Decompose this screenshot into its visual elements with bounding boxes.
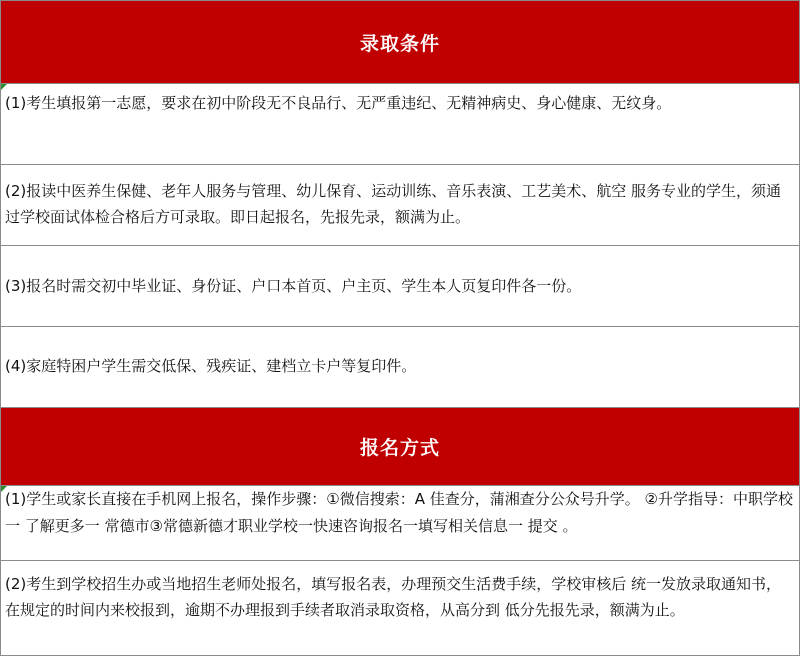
table-row [1, 83, 799, 164]
section-header-registration-methods [1, 407, 799, 485]
table-row [1, 485, 799, 560]
cell-corner-marker [1, 84, 7, 90]
row-text: (1)考生填报第一志愿，要求在初中阶段无不良品行、无严重违纪、无精神病史、身心健康、无纹身。 [5, 94, 672, 112]
section-header-admission-conditions [1, 0, 799, 83]
table-row [1, 245, 799, 326]
table-row [1, 326, 799, 407]
table-row [1, 164, 799, 245]
cell-corner-marker [1, 486, 7, 492]
section-title: 报名方式 [359, 437, 440, 459]
row-text: (2)考生到学校招生办或当地招生老师处报名，填写报名表，办理预交生活费手续，学校审核后 统一发放录取通知书，在规定的时间内来校报到，逾期不办理报到手续者取消录取资格，从高分到 低分先报先录，额满为止。 [5, 575, 782, 619]
section-title: 录取条件 [359, 32, 440, 55]
table-row [1, 560, 799, 656]
row-text: (4)家庭特困户学生需交低保、残疾证、建档立卡户等复印件。 [5, 357, 417, 375]
row-text: (2)报读中医养生保健、老年人服务与管理、幼儿保育、运动训练、音乐表演、工艺美术、航空 服务专业的学生，须通过学校面试体检合格后方可录取。即日起报名，先报先录，额满为止。 [5, 182, 782, 226]
row-text: (1)学生或家长直接在手机网上报名，操作步骤：①微信搜索：A 佳查分，蒲湘查分公众号升学。 ②升学指导：中职学校一 了解更多一 常德市③常德新德才职业学校一快速咨询报名一填写相关信息一 提交 。 [5, 490, 793, 535]
row-text: (3)报名时需交初中毕业证、身份证、户口本首页、户主页、学生本人页复印件各一份。 [5, 277, 582, 295]
